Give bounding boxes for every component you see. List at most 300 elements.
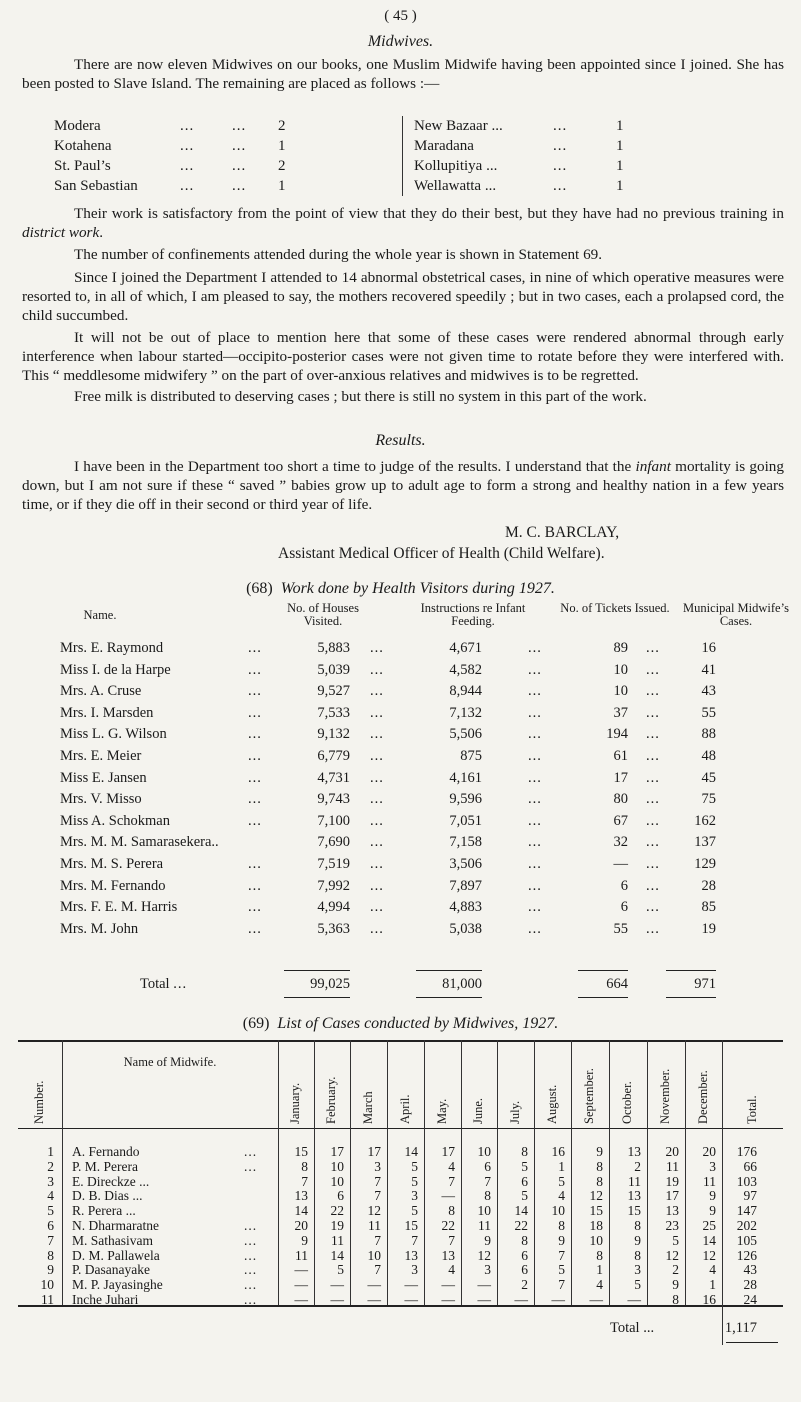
s69-month-value: 3 [709, 1158, 716, 1174]
placement-left-dots: ... [180, 138, 195, 154]
s68-dots-1: ... [248, 704, 262, 721]
s69-header-month: July. [507, 1100, 522, 1124]
s68-houses: 5,363 [317, 920, 350, 937]
s69-month-value: 7 [484, 1173, 491, 1189]
s68-under-line-houses [284, 997, 350, 998]
s69-total-value: 126 [736, 1247, 757, 1263]
s68-cases: 43 [701, 683, 716, 700]
s69-month-value: 16 [551, 1144, 565, 1159]
s69-month-value: 7 [448, 1173, 455, 1189]
midwives-para-2 [22, 204, 784, 242]
s69-month-value: — [589, 1292, 603, 1307]
s69-month-value: 8 [521, 1144, 528, 1159]
s69-month-value: 8 [596, 1173, 603, 1189]
s68-dots-3: ... [528, 726, 542, 743]
s69-month-value: 22 [441, 1218, 455, 1233]
s68-dots-1: ... [248, 748, 262, 764]
s68-houses: 4,731 [317, 769, 350, 786]
s68-dots-2: ... [370, 812, 384, 829]
s69-month-value: 4 [596, 1277, 603, 1293]
placement-left-place: San Sebastian [54, 178, 138, 194]
placement-right-dots: ... [553, 118, 568, 134]
s68-dots-2: ... [370, 704, 384, 721]
s69-month-value: 5 [558, 1173, 565, 1189]
s68-cases: 19 [701, 920, 716, 937]
s69-month-value: 7 [374, 1262, 381, 1278]
s68-name: Mrs. V. Misso [60, 791, 142, 808]
placement-left-place: St. Paul’s [54, 158, 111, 174]
s68-header-instructions: Instructions re Infant Feeding. [420, 601, 526, 628]
s69-month-value: — [627, 1292, 641, 1307]
s69-month-value: 8 [558, 1218, 565, 1233]
results-para-end: mortality is going down, but I am not sure if these “ saved ” babies grow up to adult age to form a strong and healthy nation in a few years time, or if they die off in their second or third year of life. [22, 458, 784, 513]
s68-instr: 7,897 [449, 877, 482, 894]
s68-name: Mrs. F. E. M. Harris [60, 899, 178, 916]
s69-month-value: 4 [448, 1158, 455, 1174]
s68-cases: 45 [701, 769, 716, 786]
s68-instr: 4,161 [449, 769, 482, 786]
s68-houses: 7,992 [317, 877, 350, 894]
placement-left-dots2: ... [232, 138, 247, 154]
s68-dots-1: ... [248, 920, 262, 937]
statement-69-number: (69) [242, 1015, 270, 1032]
s69-month-value: 13 [665, 1203, 679, 1219]
s68-instr: 8,944 [449, 683, 482, 700]
placement-left-dots: ... [180, 158, 195, 174]
s68-tickets: 6 [620, 877, 628, 894]
s69-month-value: 6 [484, 1158, 491, 1174]
s69-number: 1 [47, 1144, 54, 1159]
placement-right-place: Wellawatta ... [414, 178, 497, 194]
statement-69-title [0, 1015, 801, 1033]
s69-header-number: Number. [32, 1080, 46, 1124]
s69-total-value: 24 [743, 1292, 757, 1307]
s69-month-value: 8 [634, 1218, 641, 1233]
s68-name: Mrs. E. Raymond [60, 640, 164, 656]
s69-header-month: April. [397, 1094, 412, 1124]
s69-number: 8 [47, 1247, 54, 1263]
s69-month-value: 9 [558, 1232, 565, 1248]
s69-month-value: 14 [330, 1247, 344, 1263]
s69-total-label: Total ... [610, 1320, 655, 1336]
s68-dots-1: ... [248, 726, 262, 743]
placement-left-count: 1 [278, 138, 286, 154]
s68-dots-1: ... [248, 683, 262, 700]
midwives-para-1: There are now eleven Midwives on our books, one Muslim Midwife having been appointed since I joined. She has been posted to Slave Island. The remaining are placed as follows :— [22, 56, 784, 92]
s68-total-tickets: 664 [606, 976, 628, 992]
s69-number: 4 [47, 1188, 54, 1204]
s68-cases: 41 [701, 661, 716, 678]
s68-dots-2: ... [370, 899, 384, 916]
s69-total-value: 105 [736, 1232, 757, 1248]
s69-month-value: 11 [628, 1173, 641, 1189]
s68-cases: 28 [701, 877, 716, 894]
s69-month-value: 11 [331, 1232, 344, 1248]
s68-cases: 55 [701, 704, 716, 721]
s69-month-value: — [441, 1188, 455, 1204]
s69-month-value: 12 [367, 1203, 381, 1219]
s68-sum-line-instr [416, 970, 482, 971]
s69-dots: ... [244, 1247, 258, 1263]
s68-name: Mrs. M. Fernando [60, 877, 166, 894]
s69-name: R. Perera ... [72, 1203, 136, 1219]
s69-month-value: 10 [330, 1173, 344, 1189]
signature-title: Assistant Medical Officer of Health (Child Welfare). [278, 545, 605, 562]
s69-top-rule [18, 1040, 783, 1042]
s68-dots-2: ... [370, 748, 384, 764]
s69-month-value: 9 [301, 1232, 308, 1248]
s68-dots-1: ... [248, 640, 262, 656]
s68-cases: 88 [701, 726, 716, 743]
s68-total-cases: 971 [694, 976, 716, 992]
placement-right-count: 1 [616, 178, 624, 194]
s68-cases: 129 [694, 856, 716, 872]
s68-dots-4: ... [646, 877, 660, 894]
placement-right-count: 1 [616, 158, 624, 174]
s68-dots-2: ... [370, 726, 384, 743]
s69-month-value: 17 [330, 1144, 344, 1159]
s69-month-value: 3 [484, 1262, 491, 1278]
s69-month-value: — [441, 1277, 455, 1293]
s69-month-value: 4 [558, 1188, 565, 1204]
s69-month-value: 8 [521, 1232, 528, 1248]
s69-month-value: 3 [634, 1262, 641, 1278]
midwives-para-6: Free milk is distributed to deserving cases ; but there is still no system in this part of the work. [74, 388, 647, 405]
s69-month-value: 1 [709, 1277, 716, 1293]
s69-number: 7 [47, 1232, 54, 1248]
s69-month-value: 10 [367, 1247, 381, 1263]
s69-month-value: 5 [337, 1262, 344, 1278]
s69-month-value: 14 [702, 1232, 716, 1248]
s69-grand-total-underline [726, 1342, 778, 1343]
s69-month-value: 19 [665, 1173, 679, 1189]
placement-right-dots: ... [553, 178, 568, 194]
s68-name: Mrs. E. Meier [60, 748, 142, 764]
s68-dots-1: ... [248, 812, 262, 829]
placement-left-count: 2 [278, 158, 286, 174]
s68-dots-4: ... [646, 899, 660, 916]
s69-month-value: — [294, 1292, 308, 1307]
statement-68-number: (68) [246, 580, 273, 597]
s68-dots-3: ... [528, 704, 542, 721]
s68-under-line-tickets [578, 997, 628, 998]
s69-month-value: 3 [374, 1158, 381, 1174]
s69-month-value: 4 [709, 1262, 716, 1278]
s68-instr: 875 [460, 748, 482, 764]
s68-dots-2: ... [370, 856, 384, 872]
s68-houses: 7,100 [317, 812, 350, 829]
s69-month-value: 7 [411, 1232, 418, 1248]
s69-month-value: 15 [294, 1144, 308, 1159]
midwives-para-5: It will not be out of place to mention here that some of these cases were rendered abnormal through early interference when labour started—occipito-posterior cases were not given time to rotate before they were interfered with. This “ meddlesome midwifery ” on the part of over-anxious relatives and midwives is to be regretted. [22, 329, 784, 384]
s69-month-value: 15 [404, 1218, 418, 1233]
s68-dots-3: ... [528, 791, 542, 808]
s69-month-value: 20 [294, 1218, 308, 1233]
s69-month-value: 9 [709, 1188, 716, 1204]
s69-month-value: 22 [514, 1218, 528, 1233]
s69-number: 6 [47, 1218, 54, 1233]
s69-month-value: 13 [627, 1188, 641, 1204]
s69-month-value: 25 [702, 1218, 716, 1233]
s69-month-value: 14 [514, 1203, 528, 1219]
s68-instr: 3,506 [449, 856, 482, 872]
s69-month-value: 13 [404, 1247, 418, 1263]
s68-dots-4: ... [646, 748, 660, 764]
s69-dots: ... [244, 1232, 258, 1248]
s69-month-value: 13 [441, 1247, 455, 1263]
s69-col-divider [62, 1040, 63, 1305]
para2-italic: district work [22, 224, 100, 241]
s69-header-month: June. [471, 1097, 485, 1124]
s69-month-value: — [367, 1292, 381, 1307]
s69-month-value: 1 [558, 1158, 565, 1174]
s69-month-value: 5 [411, 1158, 418, 1174]
s69-month-value: 7 [301, 1173, 308, 1189]
s68-instr: 5,506 [449, 726, 482, 743]
s69-month-value: 12 [665, 1247, 679, 1263]
s68-total-houses: 99,025 [310, 976, 350, 992]
s69-month-value: 7 [374, 1173, 381, 1189]
placement-right-place: Kollupitiya ... [414, 158, 498, 174]
s69-month-value: 17 [665, 1188, 679, 1204]
para2-start: Their work is satisfactory from the point of view that they do their best, but they have had no previous training in [74, 205, 784, 222]
s68-cases: 137 [694, 834, 716, 851]
s69-month-value: 4 [448, 1262, 455, 1278]
s69-month-value: 1 [596, 1262, 603, 1278]
placement-left-place: Kotahena [54, 138, 112, 154]
s69-month-value: 7 [558, 1247, 565, 1263]
s69-month-value: 17 [367, 1144, 381, 1159]
s68-cases: 16 [701, 640, 716, 656]
s69-month-value: 7 [374, 1188, 381, 1204]
s68-tickets: 17 [613, 769, 628, 786]
s69-header-rule [18, 1128, 783, 1129]
s69-month-value: 20 [665, 1144, 679, 1159]
s69-total-value: 28 [743, 1277, 757, 1293]
s68-sum-line-cases [666, 970, 716, 971]
s68-name: Miss A. Schokman [60, 812, 170, 829]
s69-grand-total: 1,117 [724, 1320, 757, 1336]
s69-month-value: 11 [703, 1173, 716, 1189]
statement-68-title-text: Work done by Health Visitors during 1927. [280, 580, 555, 597]
s69-month-value: 12 [589, 1188, 603, 1204]
s68-dots-3: ... [528, 899, 542, 916]
s68-tickets: — [613, 856, 628, 872]
s69-month-value: 10 [330, 1158, 344, 1174]
s69-month-value: 8 [596, 1247, 603, 1263]
s69-month-value: 8 [596, 1158, 603, 1174]
s69-month-value: 11 [666, 1158, 679, 1174]
placement-left-dots2: ... [232, 158, 247, 174]
s68-dots-3: ... [528, 856, 542, 872]
s68-instr: 7,051 [449, 812, 482, 829]
s69-month-value: 12 [477, 1247, 491, 1263]
s68-dots-4: ... [646, 812, 660, 829]
s69-number: 5 [47, 1203, 54, 1219]
s69-dots: ... [244, 1158, 258, 1174]
s68-dots-1: ... [248, 791, 262, 808]
s69-name: E. Direckze ... [72, 1173, 150, 1189]
s69-month-value: — [551, 1292, 565, 1307]
s68-houses: 9,743 [317, 791, 350, 808]
s69-dots: ... [244, 1292, 258, 1307]
placements-divider [402, 116, 403, 196]
s69-header-month: September. [582, 1068, 596, 1124]
placement-left-dots2: ... [232, 118, 247, 134]
s68-name: Miss L. G. Wilson [60, 726, 167, 743]
placement-right-count: 1 [616, 118, 624, 134]
s69-month-value: 5 [521, 1158, 528, 1174]
s69-total-value: 147 [736, 1203, 757, 1219]
s68-name: Miss E. Jansen [60, 769, 147, 786]
placement-left-place: Modera [54, 118, 101, 134]
s68-header-municipal: Municipal Midwife’s Cases. [683, 601, 789, 628]
s69-month-value: 15 [627, 1203, 641, 1219]
s69-name: D. M. Pallawela [72, 1247, 160, 1263]
s69-month-value: 3 [411, 1188, 418, 1204]
s69-month-value: 5 [521, 1188, 528, 1204]
s69-name: M. Sathasivam [72, 1232, 153, 1248]
s69-month-value: 6 [521, 1247, 528, 1263]
s68-cases: 75 [701, 791, 716, 808]
s69-header-name: Name of Midwife. [123, 1055, 217, 1069]
s68-cases: 85 [701, 899, 716, 916]
s69-header-month: October. [620, 1081, 634, 1124]
s68-header-tickets: No. of Tickets Issued. [560, 601, 670, 615]
s68-dots-3: ... [528, 920, 542, 937]
s69-month-value: — [477, 1292, 491, 1307]
s68-dots-3: ... [528, 748, 542, 764]
placement-left-count: 1 [278, 178, 286, 194]
s68-cases: 162 [694, 812, 716, 829]
s68-houses: 9,132 [317, 726, 350, 743]
s69-month-value: — [441, 1292, 455, 1307]
results-para-italic: infant [635, 458, 671, 475]
midwives-para-4: Since I joined the Department I attended to 14 abnormal obstetrical cases, in nine of which operative measures were resorted to, in all of which, I am pleased to say, the mothers recovered speedily ; but in two cases, each a prolapsed cord, the child succumbed. [22, 269, 784, 324]
s68-header-houses: No. of Houses Visited. [287, 601, 359, 628]
s69-month-value: — [367, 1277, 381, 1293]
s69-total-value: 176 [736, 1144, 757, 1159]
s69-dots: ... [244, 1277, 258, 1293]
s68-total-instr: 81,000 [442, 976, 482, 992]
placement-right-dots: ... [553, 138, 568, 154]
s68-dots-4: ... [646, 791, 660, 808]
s69-month-value: 8 [448, 1203, 455, 1219]
s69-total-divider [722, 1305, 723, 1345]
s68-dots-1: ... [248, 899, 262, 916]
s69-month-value: 19 [330, 1218, 344, 1233]
s69-month-value: 7 [448, 1232, 455, 1248]
page-number: ( 45 ) [384, 8, 417, 24]
s69-name: M. P. Jayasinghe [72, 1277, 163, 1293]
s69-month-value: 8 [484, 1188, 491, 1204]
s69-name: D. B. Dias ... [72, 1188, 143, 1204]
s69-month-value: 20 [702, 1144, 716, 1159]
s68-instr: 7,132 [449, 704, 482, 721]
s68-dots-1: ... [248, 856, 262, 872]
s69-month-value: 10 [589, 1232, 603, 1248]
s68-dots-4: ... [646, 726, 660, 743]
s68-tickets: 32 [613, 834, 628, 851]
s68-dots-4: ... [646, 683, 660, 700]
s69-month-value: 9 [596, 1144, 603, 1159]
s68-name: Mrs. M. John [60, 920, 139, 937]
s68-houses: 4,994 [317, 899, 350, 916]
s68-dots-3: ... [528, 683, 542, 700]
placement-left-dots2: ... [232, 178, 247, 194]
s69-month-value: 10 [477, 1144, 491, 1159]
s69-month-value: 8 [634, 1247, 641, 1263]
s69-month-value: — [404, 1292, 418, 1307]
s68-instr: 4,671 [449, 640, 482, 656]
placement-left-dots: ... [180, 118, 195, 134]
s69-month-value: 9 [709, 1203, 716, 1219]
s68-houses: 7,690 [317, 834, 350, 851]
s69-month-value: — [294, 1262, 308, 1278]
s68-total-label: Total ... [140, 976, 188, 992]
s68-dots-2: ... [370, 877, 384, 894]
s68-name: Mrs. A. Cruse [60, 683, 142, 700]
s68-dots-2: ... [370, 683, 384, 700]
s68-under-line-cases [666, 997, 716, 998]
s69-month-value: 5 [411, 1173, 418, 1189]
s68-dots-3: ... [528, 661, 542, 678]
s69-header-month: January. [288, 1082, 302, 1124]
s69-total-value: 202 [736, 1218, 757, 1233]
s69-total-value: 66 [743, 1158, 757, 1174]
s68-instr: 5,038 [449, 920, 482, 937]
s69-number: 9 [47, 1262, 54, 1278]
s68-dots-1: ... [248, 661, 262, 678]
s69-month-value: 2 [672, 1262, 679, 1278]
s68-dots-2: ... [370, 920, 384, 937]
s69-month-value: — [330, 1292, 344, 1307]
s68-under-line-instr [416, 997, 482, 998]
s68-tickets: 10 [613, 683, 628, 700]
s68-name: Mrs. M. S. Perera [60, 856, 164, 872]
s69-header-total: Total. [744, 1095, 759, 1124]
s68-houses: 7,519 [317, 856, 350, 872]
s69-month-value: 12 [702, 1247, 716, 1263]
s69-month-value: 22 [330, 1203, 344, 1219]
s69-month-value: 14 [294, 1203, 308, 1219]
s69-month-value: 7 [374, 1232, 381, 1248]
midwives-heading: Midwives. [367, 33, 434, 50]
s69-month-value: 5 [558, 1262, 565, 1278]
s68-sum-line-houses [284, 970, 350, 971]
s68-dots-4: ... [646, 640, 660, 656]
s69-month-value: 11 [368, 1218, 381, 1233]
placement-right-count: 1 [616, 138, 624, 154]
s68-tickets: 61 [613, 748, 628, 764]
s69-name: P. M. Perera [72, 1158, 138, 1174]
results-para [22, 457, 784, 514]
s69-month-value: 17 [441, 1144, 455, 1159]
s69-month-value: 23 [665, 1218, 679, 1233]
s69-name: Inche Juhari [72, 1292, 139, 1307]
s68-tickets: 194 [606, 726, 628, 743]
s69-month-value: 3 [411, 1262, 418, 1278]
s69-month-value: 8 [672, 1292, 679, 1307]
s69-month-value: 6 [521, 1262, 528, 1278]
s69-month-value: 16 [702, 1292, 716, 1307]
s69-month-value: — [477, 1277, 491, 1293]
s68-instr: 9,596 [449, 791, 482, 808]
s68-dots-4: ... [646, 834, 660, 851]
s69-header-month: December. [695, 1070, 710, 1124]
s69-total-value: 43 [743, 1262, 757, 1278]
placement-left-dots: ... [180, 178, 195, 194]
